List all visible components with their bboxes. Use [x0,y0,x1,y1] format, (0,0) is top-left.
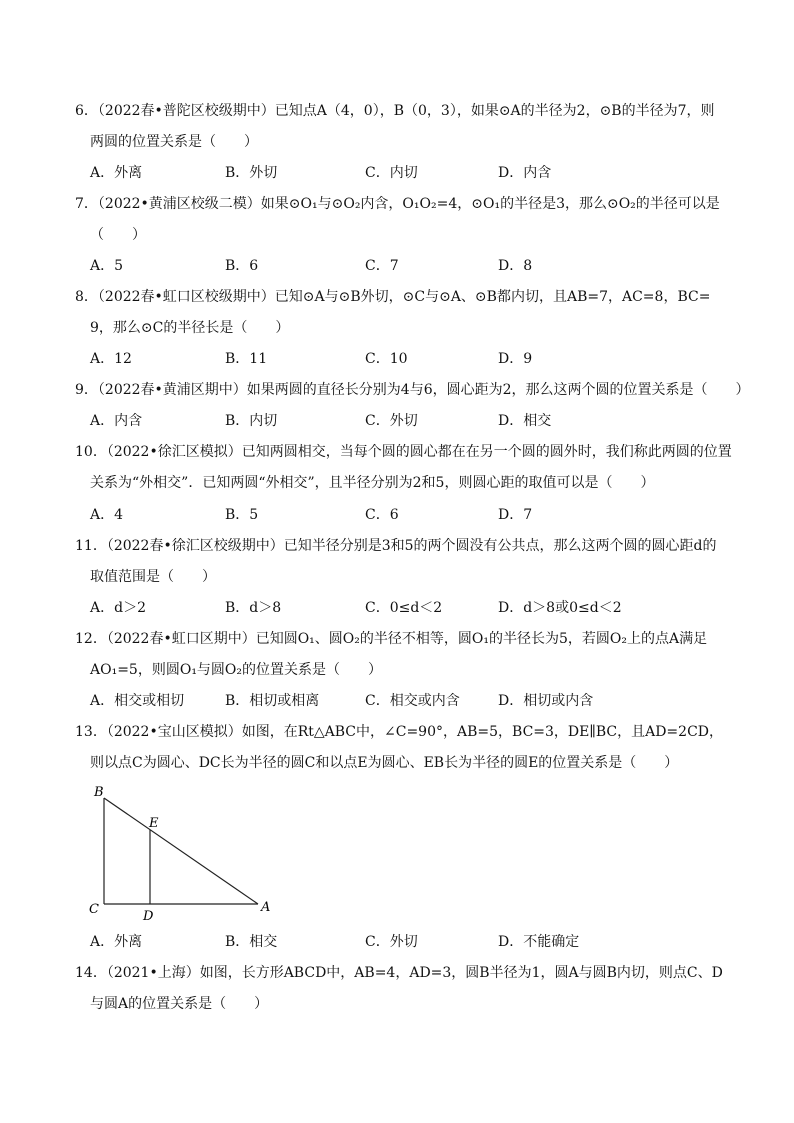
option-d: D．8 [498,258,533,274]
label-e: E [149,816,159,831]
option-b: B．相切或相离 [225,693,320,709]
option-c: C．相交或内含 [365,693,460,709]
label-a: A [261,900,271,915]
option-a: A．d＞2 [90,600,146,616]
question-14-line-2: 与圆A的位置关系是（ ） [90,996,269,1012]
question-7-line-2: （ ） [90,227,146,243]
option-b: B．相交 [225,934,278,950]
question-11-line-2: 取值范围是（ ） [90,569,216,585]
label-c: C [89,902,99,917]
option-c: C．内切 [365,165,418,181]
option-c: C．外切 [365,413,418,429]
option-d: D．相切或内含 [498,693,594,709]
question-10-line-2: 关系为“外相交”．已知两圆“外相交”，且半径分别为2和5，则圆心距的取值可以是（ ） [90,475,655,491]
question-12-line-2: AO₁=5，则圆O₁与圆O₂的位置关系是（ ） [90,662,383,678]
question-9-line-1: 9．（2022春•黄浦区期中）如果两圆的直径长分别为4与6，圆心距为2，那么这两个圆的位置关系是（ ） [75,382,750,398]
question-6-line-2: 两圆的位置关系是（ ） [90,134,258,150]
option-b: B．5 [225,507,259,523]
question-13-line-2: 则以点C为圆心、DC长为半径的圆C和以点E为圆心、EB长为半径的圆E的位置关系是（ ） [90,755,679,771]
question-13-line-1: 13．（2022•宝山区模拟）如图，在Rt△ABC中，∠C=90°，AB=5，BC=3，DE∥BC，且AD=2CD， [75,724,724,740]
question-6-line-1: 6．（2022春•普陀区校级期中）已知点A（4，0），B（0，3），如果⊙A的半径为2，⊙B的半径为7，则 [75,103,715,119]
question-12-line-1: 12．（2022春•虹口区期中）已知圆O₁、圆O₂的半径不相等，圆O₁的半径长为5，若圆O₂上的点A满足 [75,631,708,647]
label-d: D [143,909,154,924]
option-a: A．外离 [90,934,143,950]
question-8-line-2: 9，那么⊙C的半径长是（ ） [90,320,290,336]
option-a: A．4 [90,507,124,523]
option-b: B．11 [225,351,268,367]
option-d: D．不能确定 [498,934,580,950]
option-c: C．7 [365,258,399,274]
question-11-line-1: 11．（2022春•徐汇区校级期中）已知半径分别是3和5的两个圆没有公共点，那么这两个圆的圆心距d的 [75,538,717,554]
option-b: B．外切 [225,165,278,181]
option-d: D．7 [498,507,533,523]
option-b: B．d＞8 [225,600,282,616]
option-d: D．d＞8或0≤d＜2 [498,600,622,616]
question-14-line-1: 14．（2021•上海）如图，长方形ABCD中，AB=4，AD=3，圆B半径为1，圆A与圆B内切，则点C、D [75,965,723,981]
segment-ab [104,798,258,904]
label-b: B [94,785,104,800]
option-c: C．外切 [365,934,418,950]
option-c: C．0≤d＜2 [365,600,443,616]
triangle-figure [80,780,280,925]
question-8-line-1: 8．（2022春•虹口区校级期中）已知⊙A与⊙B外切，⊙C与⊙A、⊙B都内切，且AB=7，AC=8，BC= [75,289,711,305]
question-10-line-1: 10．（2022•徐汇区模拟）已知两圆相交，当每个圆的圆心都在在另一个圆的圆外时，我们称此两圆的位置 [75,444,732,460]
option-a: A．相交或相切 [90,693,185,709]
question-7-line-1: 7．（2022•黄浦区校级二模）如果⊙O₁与⊙O₂内含，O₁O₂=4，⊙O₁的半径是3，那么⊙O₂的半径可以是 [75,196,720,212]
option-d: D．相交 [498,413,552,429]
option-d: D．内含 [498,165,552,181]
option-a: A．外离 [90,165,143,181]
option-a: A．内含 [90,413,143,429]
option-d: D．9 [498,351,533,367]
option-b: B．内切 [225,413,278,429]
option-c: C．10 [365,351,408,367]
option-a: A．5 [90,258,124,274]
option-a: A．12 [90,351,132,367]
option-c: C．6 [365,507,399,523]
option-b: B．6 [225,258,259,274]
